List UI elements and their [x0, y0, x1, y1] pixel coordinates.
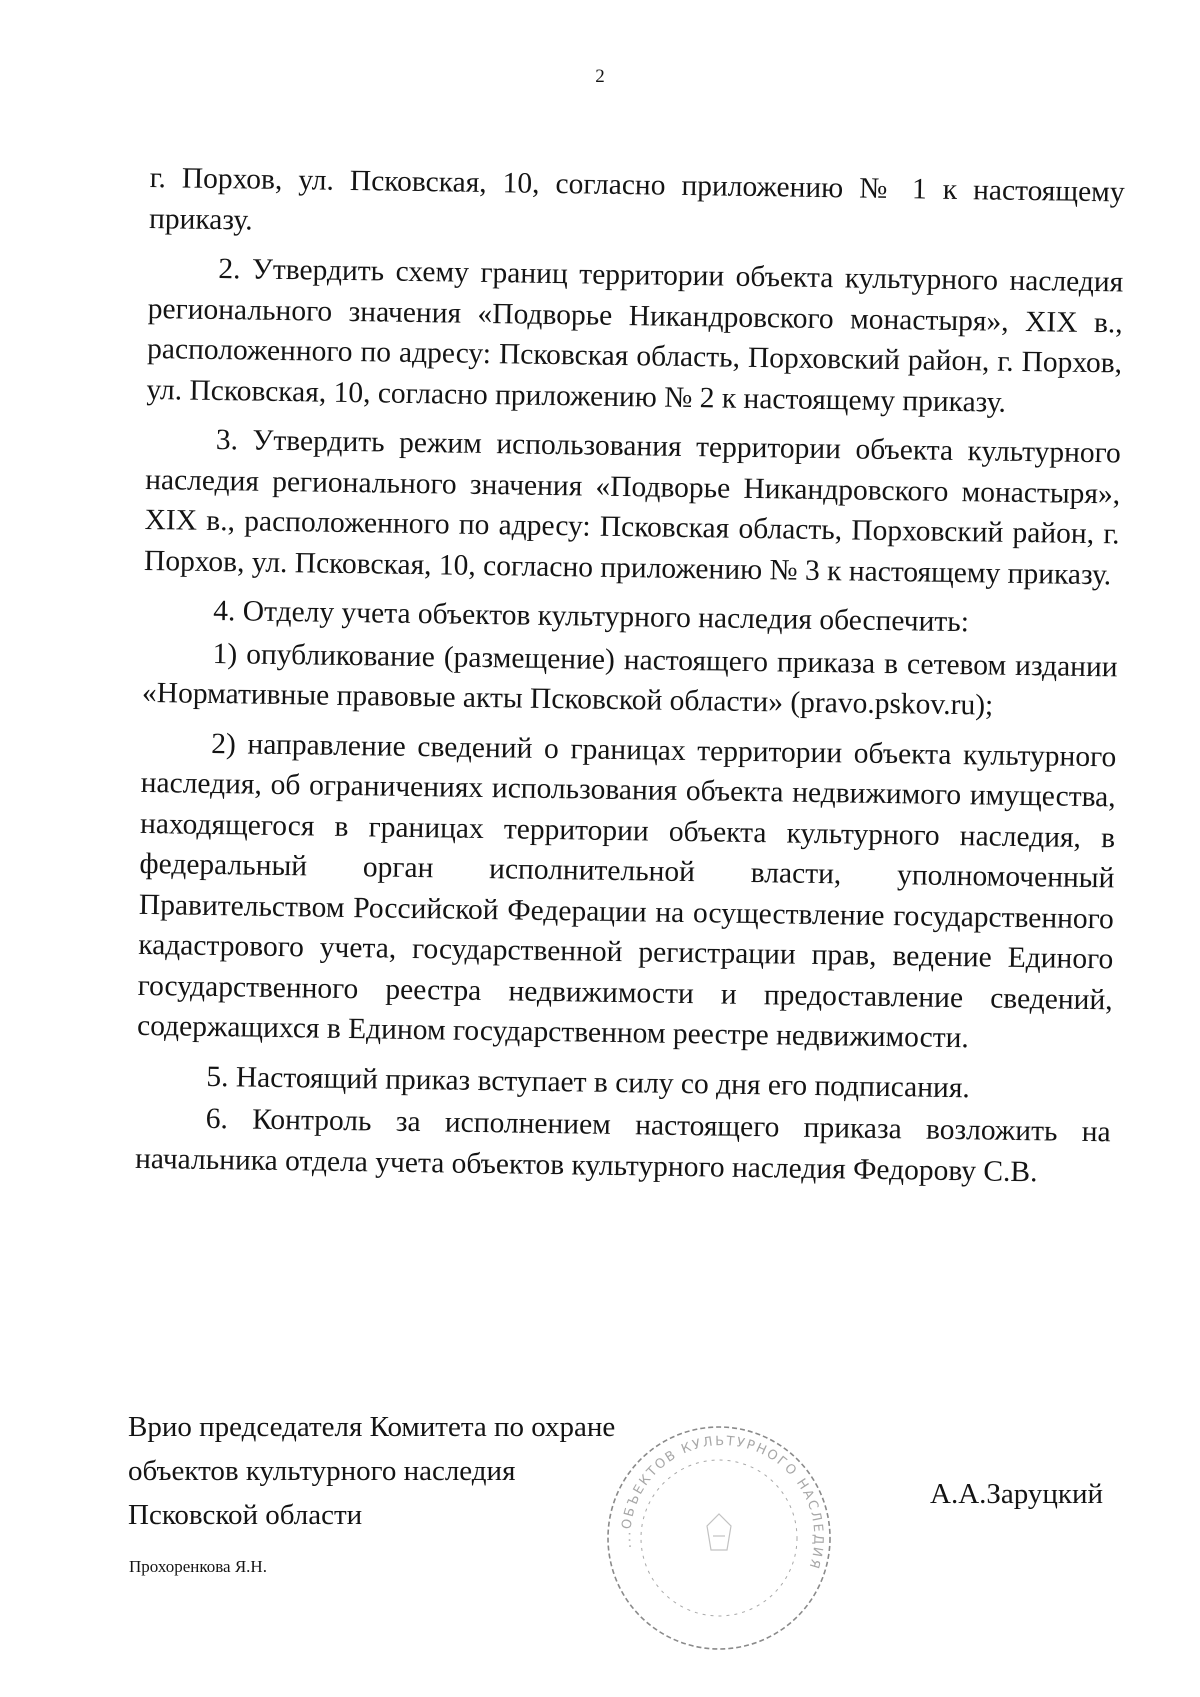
paragraph-3: 3. Утвердить режим использования территории объекта культурного наследия регионального значения «Подворье Никандровского монастыря», XIX в., расположенного по адресу: Псковская область, Порховский район, г. Порхов, ул. Псковская, 10, согласно приложению № 3 к настоящему приказу.	[143, 424, 1121, 591]
signature-position-line-2: объектов культурного наследия	[128, 1455, 516, 1487]
paragraph-4-item-1: 1) опубликование (размещение) настоящего приказа в сетевом издании «Нормативные правовые акты Псковской области» (pravo.pskov.ru);	[141, 637, 1118, 722]
signature-position-line-1: Врио председателя Комитета по охране	[128, 1411, 616, 1443]
executor-name: Прохоренкова Я.Н.	[129, 1557, 267, 1576]
paragraph-5: 5. Настоящий приказ вступает в силу со дня его подписания.	[206, 1060, 971, 1104]
paragraph-6: 6. Контроль за исполнением настоящего приказа возложить на начальника отдела учета объектов культурного наследия Федорову С.В.	[134, 1102, 1111, 1188]
seal-ring-text	[619, 1434, 825, 1572]
document-body	[135, 158, 1125, 1202]
paragraph-2: 2. Утвердить схему границ территории объекта культурного наследия регионального значения «Подворье Никандровского монастыря», XIX в., расположенного по адресу: Псковская область, Порховский район, г. Порхов, ул. Псковская, 10, согласно приложению № 2 к настоящему приказу.	[146, 253, 1124, 419]
seal-inner-ring	[641, 1460, 797, 1616]
page-number: 2	[595, 66, 605, 87]
signature-position-line-3: Псковской области	[128, 1499, 363, 1531]
paragraph-4-item-2: 2) направление сведений о границах территории объекта культурного наследия, об ограничениях использования объекта недвижимого имущества, находящегося в границах территории объекта культурного наследия, в федеральный орган исполнительной власти, уполномоченный Правительством Российской Федерации на осуществление государственного кадастрового учета, государственной регистрации прав, ведение Единого государственного реестра недвижимости и предоставление сведений, содержащихся в Едином государственном реестре недвижимости.	[136, 727, 1117, 1055]
paragraph-4: 4. Отделу учета объектов культурного наследия обеспечить:	[213, 594, 970, 639]
seal-emblem	[707, 1514, 731, 1550]
signer-name: А.А.Заруцкий	[930, 1478, 1104, 1510]
paragraph-1-continuation: г. Порхов, ул. Псковская, 10, согласно приложению № 1 к настоящему приказу.	[148, 161, 1125, 237]
seal-stamp-icon	[599, 1418, 839, 1658]
signature-position	[128, 1405, 615, 1537]
seal-ring-text-path: ...ОБЪЕКТОВ КУЛЬТУРНОГО НАСЛЕДИЯ	[619, 1434, 826, 1572]
